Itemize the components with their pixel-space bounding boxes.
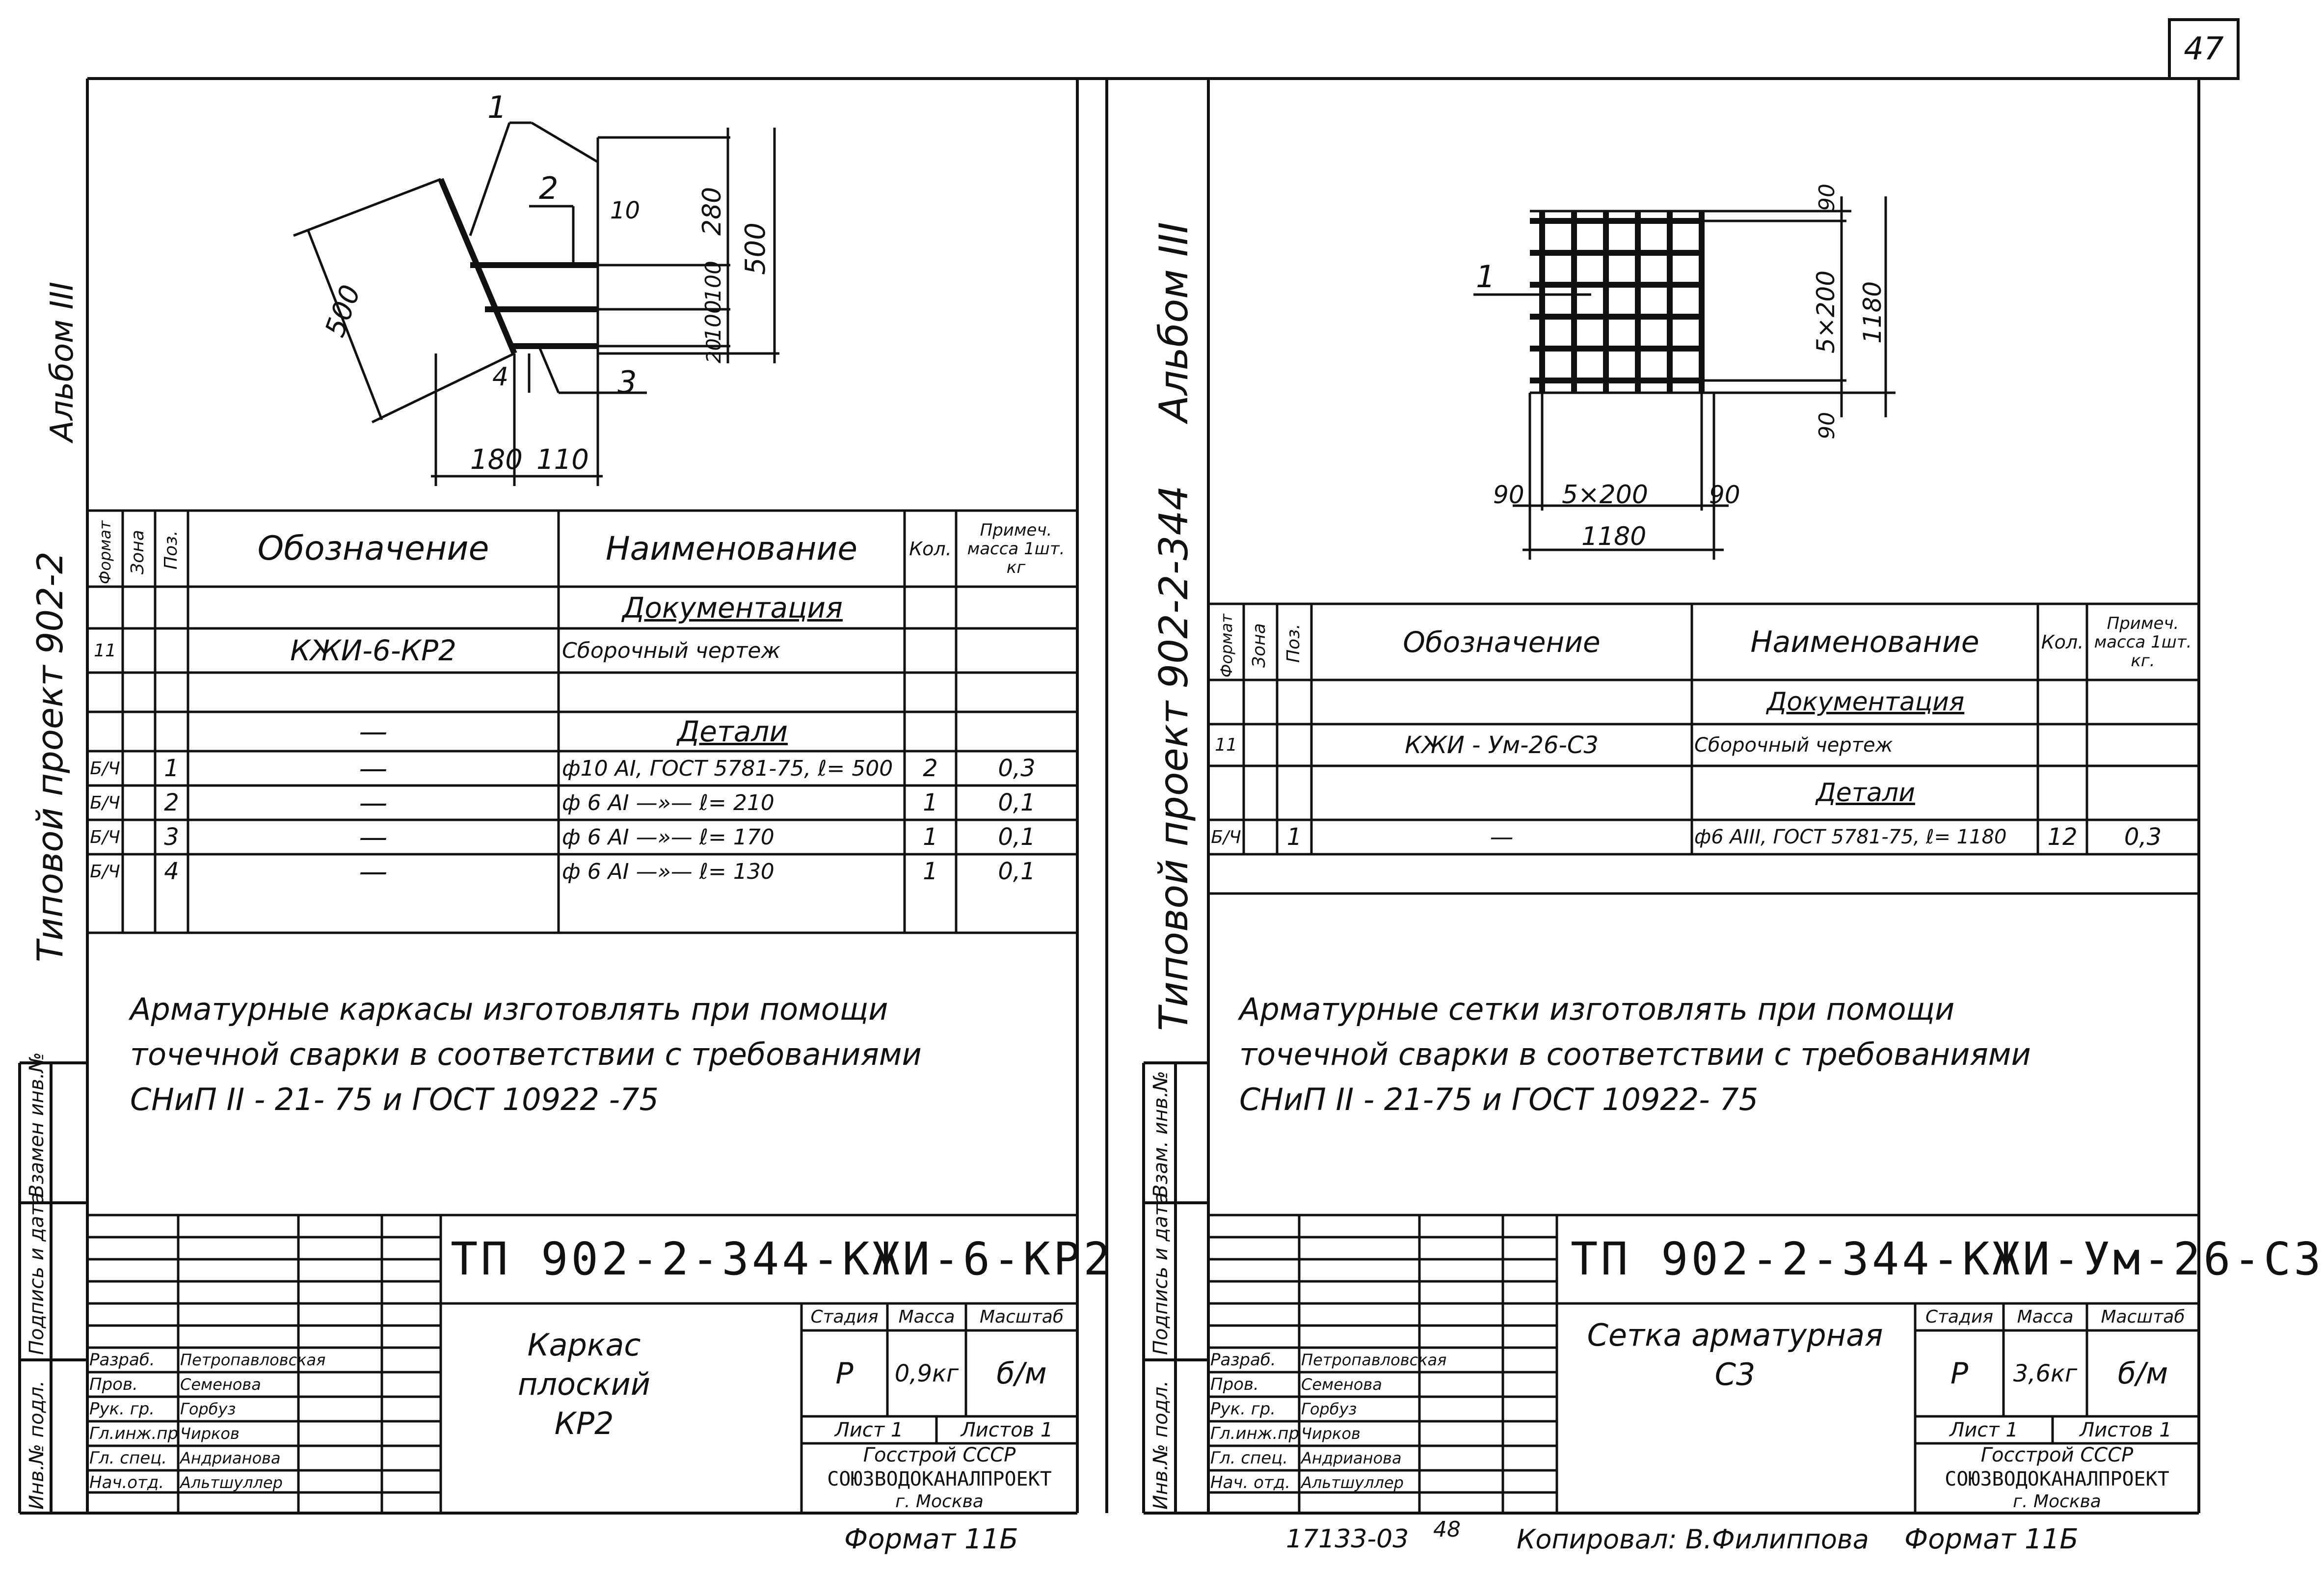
spec-note xyxy=(956,673,1077,712)
left-album-label: Альбом III xyxy=(44,281,80,442)
right-sheet: Лист 1 xyxy=(1950,1418,2018,1441)
spec-note xyxy=(2087,854,2199,889)
right-mass-label: Масса xyxy=(2017,1307,2074,1327)
right-dim-1180-v: 1180 xyxy=(1858,281,1887,344)
staff-name: Чирков xyxy=(180,1424,240,1443)
spec-qty xyxy=(905,628,956,673)
right-mesh-drawing xyxy=(1208,79,2199,609)
left-mass-label: Масса xyxy=(898,1307,955,1327)
left-col-format: Формат xyxy=(96,520,114,584)
right-org3: г. Москва xyxy=(2013,1491,2101,1512)
right-org1: Госстрой СССР xyxy=(1980,1444,2134,1466)
spec-pos xyxy=(155,673,188,712)
staff-name: Чирков xyxy=(1301,1424,1361,1443)
spec-note: 0,3 xyxy=(2124,823,2162,851)
spec-format: Б/Ч xyxy=(90,827,120,847)
left-stage-label: Стадия xyxy=(810,1307,879,1327)
staff-role: Пров. xyxy=(1210,1375,1259,1394)
spec-name xyxy=(562,673,903,712)
staff-role: Разраб. xyxy=(89,1350,155,1370)
right-col-name: Наименование xyxy=(1750,624,1979,659)
spec-pos: 1 xyxy=(164,755,179,782)
spec-qty xyxy=(2038,680,2087,724)
left-dim-100a: 100 xyxy=(701,261,726,302)
staff-name: Андрианова xyxy=(180,1449,281,1467)
right-col-format: Формат xyxy=(1217,614,1236,677)
spec-pos xyxy=(1277,724,1311,766)
spec-designation: КЖИ-6-КР2 xyxy=(290,634,456,667)
right-dim-90-top: 90 xyxy=(1815,184,1840,211)
spec-format xyxy=(87,673,123,712)
right-stage: Р xyxy=(1950,1356,1969,1391)
spec-format: 11 xyxy=(94,640,116,661)
spec-note xyxy=(2087,680,2199,724)
spec-designation xyxy=(1311,854,1692,889)
spec-note xyxy=(956,587,1077,628)
staff-role: Рук. гр. xyxy=(1210,1399,1276,1419)
spec-qty: 2 xyxy=(923,755,938,782)
spec-name: ф 6 АI —»— ℓ= 210 xyxy=(562,790,775,815)
spec-designation xyxy=(188,587,559,628)
right-org2: СОЮЗВОДОКАНАЛПРОЕКТ xyxy=(1945,1468,2169,1490)
spec-note xyxy=(2087,766,2199,820)
spec-note: 0,3 xyxy=(998,755,1036,782)
left-drawing-code: ТП 902-2-344-КЖИ-6-КР2 xyxy=(451,1233,1114,1285)
staff-name: Семенова xyxy=(1301,1375,1382,1394)
right-dim-90-right: 90 xyxy=(1709,481,1740,509)
left-dim-110: 110 xyxy=(536,444,589,476)
spec-format: Б/Ч xyxy=(90,758,120,779)
spec-format xyxy=(1208,680,1244,724)
spec-format: 11 xyxy=(1215,735,1237,755)
right-dim-90-bottom: 90 xyxy=(1815,412,1840,439)
right-sheets: Листов 1 xyxy=(2080,1418,2172,1441)
spec-qty xyxy=(905,587,956,628)
side-stamp-inv: Инв.№ подл. xyxy=(26,1380,48,1510)
spec-qty: 1 xyxy=(923,789,938,816)
spec-pos xyxy=(155,587,188,628)
right-bottom-format: Формат 11Б xyxy=(1904,1523,2079,1555)
right-project-label: Типовой проект 902-2-344 xyxy=(1151,485,1197,1031)
spec-name: Сборочный чертеж xyxy=(562,638,781,663)
left-pos-label-3: 3 xyxy=(617,364,637,400)
spec-qty xyxy=(905,673,956,712)
spec-designation: — xyxy=(359,820,388,854)
right-bottom-code: 17133-03 xyxy=(1286,1524,1409,1554)
spec-qty xyxy=(2038,766,2087,820)
right-item-title: Сетка арматурная С3 xyxy=(1587,1317,1883,1392)
spec-qty: 12 xyxy=(2047,823,2078,851)
left-item-title: Каркас плоский КР2 xyxy=(517,1327,651,1441)
left-org1: Госстрой СССР xyxy=(863,1444,1016,1466)
spec-note xyxy=(956,628,1077,673)
left-org3: г. Москва xyxy=(895,1491,984,1512)
spec-note xyxy=(2087,724,2199,766)
right-bottom-sheet: 48 xyxy=(1433,1517,1461,1542)
right-dim-5x200-v: 5×200 xyxy=(1812,270,1840,353)
left-dim-180: 180 xyxy=(470,444,523,476)
left-dim-10: 10 xyxy=(610,197,641,224)
spec-name: Документация xyxy=(1766,687,1965,717)
right-mass: 3,6кг xyxy=(2013,1359,2078,1387)
right-note: Арматурные сетки изготовлять при помощи точечной сварки в соответствии с требованиями СНиП II - 21-75 и ГОСТ 10922- 75 xyxy=(1239,991,2031,1117)
right-scale: б/м xyxy=(2117,1356,2168,1391)
left-bottom-format: Формат 11Б xyxy=(844,1523,1018,1555)
right-col-designation: Обозначение xyxy=(1403,625,1601,659)
right-dim-5x200-h: 5×200 xyxy=(1562,480,1648,510)
staff-name: Петропавловская xyxy=(1301,1351,1447,1369)
spec-name: ф 6 АI —»— ℓ= 170 xyxy=(562,824,775,850)
left-frame-drawing xyxy=(87,79,1077,515)
left-dim-500: 500 xyxy=(740,222,772,275)
spec-name: ф10 АI, ГОСТ 5781-75, ℓ= 500 xyxy=(562,756,893,781)
left-col-note: Примеч. масса 1шт. кг xyxy=(967,520,1065,577)
left-sheet: Лист 1 xyxy=(834,1418,904,1441)
left-stage: Р xyxy=(835,1356,854,1391)
spec-name: Детали xyxy=(677,715,788,748)
spec-designation: КЖИ - Ум-26-С3 xyxy=(1405,731,1599,759)
spec-note: 0,1 xyxy=(998,823,1036,851)
staff-name: Горбуз xyxy=(1301,1400,1357,1418)
spec-name: ф 6 АI —»— ℓ= 130 xyxy=(562,859,775,884)
staff-name: Горбуз xyxy=(180,1400,236,1418)
spec-pos xyxy=(155,712,188,751)
side-stamp-sign: Подпись и дата xyxy=(26,1192,48,1355)
spec-format xyxy=(1208,854,1244,889)
spec-pos xyxy=(1277,854,1311,889)
spec-note xyxy=(956,712,1077,751)
spec-pos: 4 xyxy=(164,858,179,885)
spec-format: Б/Ч xyxy=(90,792,120,813)
left-dim-100b: 100 xyxy=(701,300,726,341)
staff-name: Петропавловская xyxy=(180,1351,326,1369)
spec-designation: — xyxy=(359,855,388,888)
staff-name: Андрианова xyxy=(1301,1449,1402,1467)
spec-name: Детали xyxy=(1816,778,1915,808)
spec-designation xyxy=(1311,766,1692,820)
right-scale-label: Масштаб xyxy=(2101,1307,2185,1327)
spec-name: Сборочный чертеж xyxy=(1694,733,1893,757)
staff-role: Гл.инж.пр xyxy=(89,1424,179,1443)
staff-role: Гл. спец. xyxy=(89,1448,167,1468)
staff-role: Нач.отд. xyxy=(89,1473,164,1492)
spec-format: Б/Ч xyxy=(90,861,120,882)
left-dim-280: 280 xyxy=(697,187,727,236)
spec-name: ф6 АIII, ГОСТ 5781-75, ℓ= 1180 xyxy=(1694,826,2007,848)
left-scale: б/м xyxy=(996,1356,1047,1391)
spec-qty: 1 xyxy=(923,858,938,885)
spec-note: 0,1 xyxy=(998,858,1036,885)
staff-name: Альтшуллер xyxy=(1301,1473,1404,1492)
spec-pos: 3 xyxy=(164,823,179,851)
spec-designation: — xyxy=(359,752,388,785)
left-dim-20: 20 xyxy=(703,338,725,363)
spec-qty: 1 xyxy=(923,823,938,851)
left-org2: СОЮЗВОДОКАНАЛПРОЕКТ xyxy=(827,1468,1052,1490)
staff-name: Семенова xyxy=(180,1375,261,1394)
left-col-zone: Зона xyxy=(128,530,148,574)
right-col-note: Примеч. масса 1шт. кг. xyxy=(2094,613,2192,671)
spec-format xyxy=(1208,766,1244,820)
staff-role: Гл.инж.пр xyxy=(1210,1424,1300,1443)
staff-role: Нач. отд. xyxy=(1210,1473,1291,1492)
spec-designation: — xyxy=(359,786,388,819)
right-col-zone: Зона xyxy=(1249,623,1269,668)
side-stamp-replace-right: Взам. инв.№ xyxy=(1149,1071,1172,1198)
right-dim-1180-h: 1180 xyxy=(1581,522,1647,551)
staff-role: Разраб. xyxy=(1210,1350,1276,1370)
left-col-qty: Кол. xyxy=(909,538,952,560)
staff-role: Гл. спец. xyxy=(1210,1448,1288,1468)
right-drawing-code: ТП 902-2-344-КЖИ-Ум-26-С3 xyxy=(1571,1233,2324,1285)
spec-format: Б/Ч xyxy=(1211,827,1241,847)
spec-format xyxy=(87,712,123,751)
left-note: Арматурные каркасы изготовлять при помощи точечной сварки в соответствии с требованиями СНиП II - 21- 75 и ГОСТ 10922 -75 xyxy=(130,991,922,1117)
left-col-designation: Обозначение xyxy=(257,529,489,568)
spec-name xyxy=(1694,854,2037,889)
side-stamp-sign-right: Подпись и дата xyxy=(1149,1192,1172,1355)
spec-name: Документация xyxy=(622,591,843,624)
spec-pos xyxy=(1277,680,1311,724)
spec-note: 0,1 xyxy=(998,789,1036,816)
spec-designation: — xyxy=(1490,823,1514,851)
spec-qty xyxy=(905,712,956,751)
spec-designation xyxy=(188,673,559,712)
spec-designation xyxy=(1311,680,1692,724)
right-pos-label-1: 1 xyxy=(1476,259,1496,295)
spec-pos: 2 xyxy=(164,789,179,816)
left-col-name: Наименование xyxy=(606,530,857,568)
staff-role: Рук. гр. xyxy=(89,1399,155,1419)
spec-designation: — xyxy=(359,715,388,748)
left-pos-label-2: 2 xyxy=(539,170,559,206)
side-stamp-replace: Взамен инв.№ xyxy=(26,1052,48,1198)
left-pos-label-4: 4 xyxy=(492,362,509,392)
left-scale-label: Масштаб xyxy=(979,1307,1064,1327)
spec-pos xyxy=(155,628,188,673)
left-project-label: Типовой проект 902-2 xyxy=(29,551,71,962)
side-stamp-inv-right: Инв.№ подл. xyxy=(1149,1380,1172,1510)
spec-pos: 1 xyxy=(1286,823,1302,851)
staff-name: Альтшуллер xyxy=(180,1473,283,1492)
staff-role: Пров. xyxy=(89,1375,138,1394)
right-album-label: Альбом III xyxy=(1151,222,1197,422)
page-number: 47 xyxy=(2184,31,2224,67)
left-mass: 0,9кг xyxy=(894,1359,959,1387)
left-dim-500-diag: 500 xyxy=(319,281,367,341)
right-bottom-copied: Копировал: В.Филиппова xyxy=(1517,1523,1869,1555)
right-dim-90-left: 90 xyxy=(1493,481,1524,509)
left-pos-label-1: 1 xyxy=(487,89,507,125)
right-stage-label: Стадия xyxy=(1925,1307,1994,1327)
spec-format xyxy=(87,587,123,628)
spec-qty xyxy=(2038,854,2087,889)
right-col-qty: Кол. xyxy=(2041,631,2084,653)
left-sheets: Листов 1 xyxy=(961,1418,1053,1441)
left-col-pos: Поз. xyxy=(161,530,181,569)
spec-pos xyxy=(1277,766,1311,820)
right-col-pos: Поз. xyxy=(1283,623,1304,663)
spec-qty xyxy=(2038,724,2087,766)
